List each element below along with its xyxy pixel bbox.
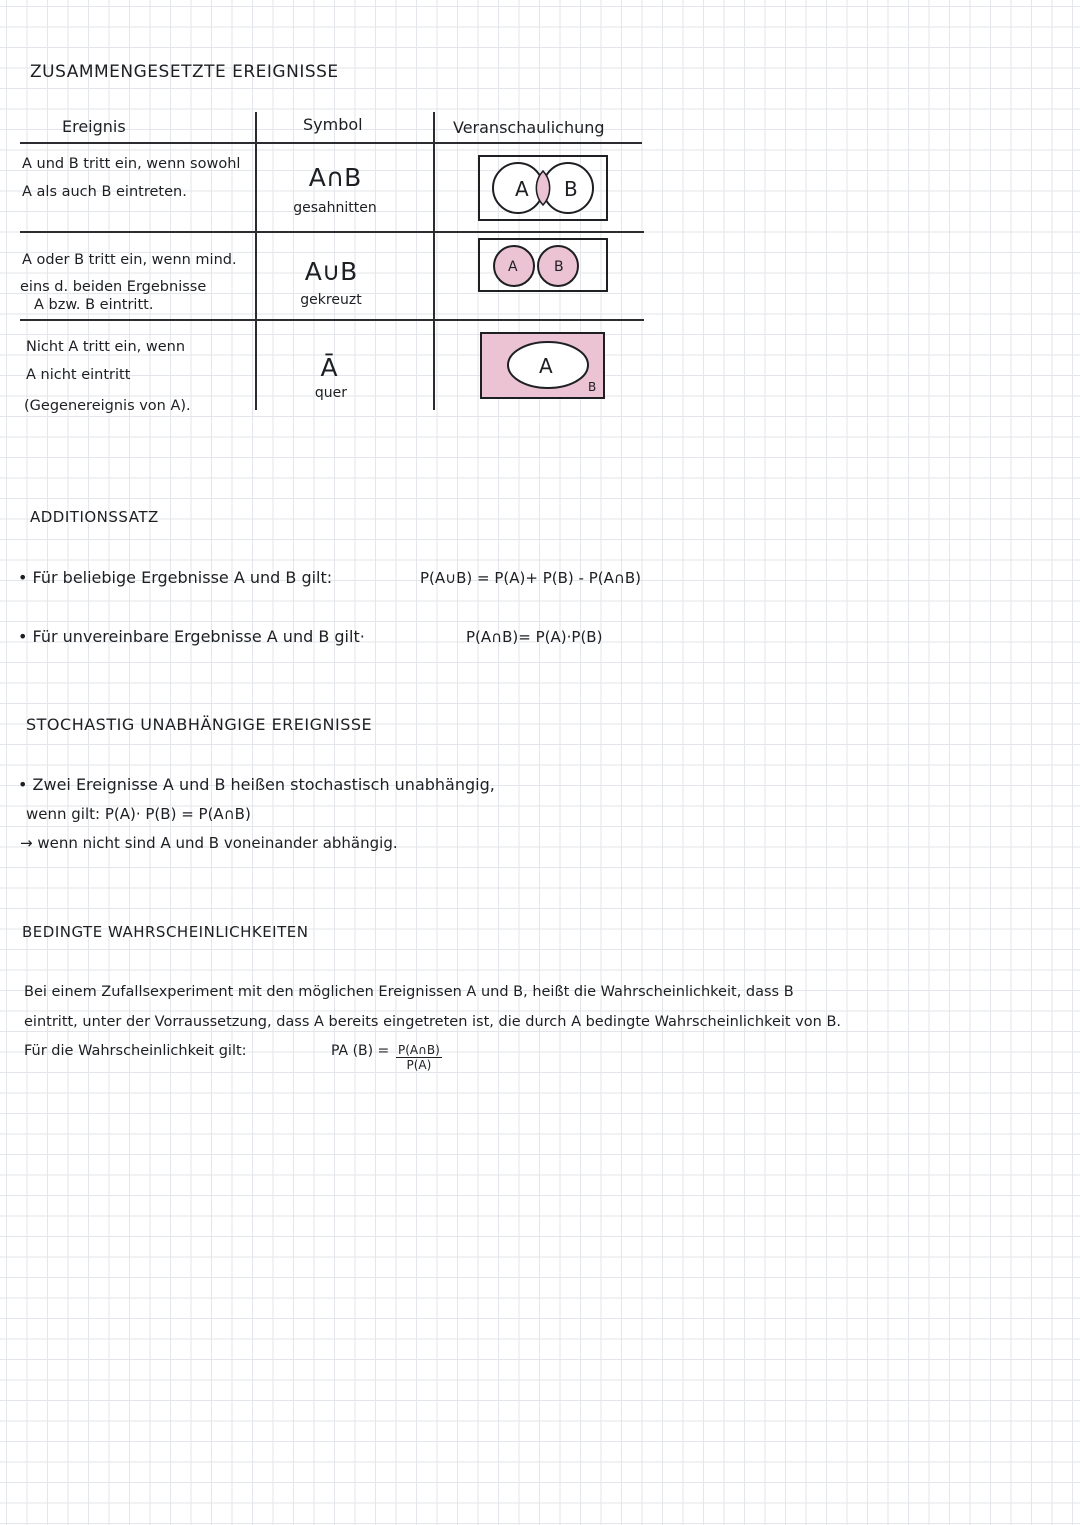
venn-label-a: A: [515, 177, 529, 201]
table-header-event: Ereignis: [62, 117, 126, 136]
table-row-divider: [20, 319, 644, 321]
venn-label-b: B: [588, 380, 597, 394]
addition-bullet2-formula: P(A∩B)= P(A)·P(B): [466, 628, 603, 646]
section-heading-compound-events: ZUSAMMENGESETZTE EREIGNISSE: [30, 62, 339, 82]
addition-bullet2-text: • Für unvereinbare Ergebnisse A und B gilt·: [18, 627, 365, 646]
venn-diagram-complement: [480, 332, 605, 399]
conditional-formula-fraction: [396, 1043, 442, 1072]
independence-line2: wenn gilt: P(A)· P(B) = P(A∩B): [26, 805, 251, 823]
table-column-divider: [433, 112, 435, 410]
row2-description-line2: eins d. beiden Ergebnisse: [20, 279, 207, 295]
venn-label-b: B: [564, 177, 578, 201]
venn-label-a: A: [539, 354, 553, 378]
addition-bullet1-text: • Für beliebige Ergebnisse A und B gilt:: [18, 568, 333, 587]
venn-label-a: A: [508, 259, 518, 275]
addition-bullet1-formula: P(A∪B) = P(A)+ P(B) - P(A∩B): [420, 569, 642, 587]
row2-description-line1: A oder B tritt ein, wenn mind.: [22, 252, 237, 268]
venn-label-b: B: [554, 259, 564, 275]
conditional-formula-lhs: PA (B) =: [331, 1043, 390, 1059]
row3-symbol: Ā: [320, 353, 338, 382]
conditional-formula-numerator: P(A∩B): [398, 1043, 440, 1057]
row1-symbol: A∩B: [308, 163, 362, 192]
conditional-line2: eintritt, unter der Vorraussetzung, dass A bereits eingetreten ist, die durch A bedingte Wahrscheinlichkeit von B.: [24, 1014, 842, 1030]
table-header-symbol: Symbol: [303, 115, 363, 134]
row2-symbol: A∪B: [304, 257, 358, 286]
independence-line1: • Zwei Ereignisse A und B heißen stochastisch unabhängig,: [18, 775, 495, 794]
row1-symbol-name: gesahnitten: [293, 200, 377, 216]
section-heading-independent-events: STOCHASTIG UNABHÄNGIGE EREIGNISSE: [26, 715, 373, 734]
row2-symbol-name: gekreuzt: [300, 292, 362, 308]
row3-symbol-name: quer: [314, 385, 348, 401]
section-heading-addition-rule: ADDITIONSSATZ: [30, 508, 159, 526]
row2-description-line3: A bzw. B eintritt.: [34, 297, 154, 313]
venn-diagram-union: [478, 238, 608, 292]
conditional-line3: Für die Wahrscheinlichkeit gilt:: [24, 1043, 247, 1059]
venn-diagram-intersection: [478, 155, 608, 221]
table-header-illustration: Veranschaulichung: [453, 118, 605, 137]
row3-description-line1: Nicht A tritt ein, wenn: [26, 339, 186, 355]
row1-description-line2: A als auch B eintreten.: [22, 184, 187, 200]
row1-description-line1: A und B tritt ein, wenn sowohl: [22, 156, 241, 172]
table-header-line: [20, 142, 642, 144]
table-row-divider: [20, 231, 644, 233]
row3-description-line3: (Gegenereignis von A).: [24, 398, 191, 414]
section-heading-conditional-probability: BEDINGTE WAHRSCHEINLICHKEITEN: [22, 923, 309, 941]
row3-description-line2: A nicht eintritt: [26, 367, 131, 383]
conditional-formula-denominator: P(A): [406, 1058, 432, 1072]
independence-line3: → wenn nicht sind A und B voneinander abhängig.: [20, 834, 398, 852]
conditional-line1: Bei einem Zufallsexperiment mit den möglichen Ereignissen A und B, heißt die Wahrscheinlichkeit, dass B: [24, 984, 794, 1000]
